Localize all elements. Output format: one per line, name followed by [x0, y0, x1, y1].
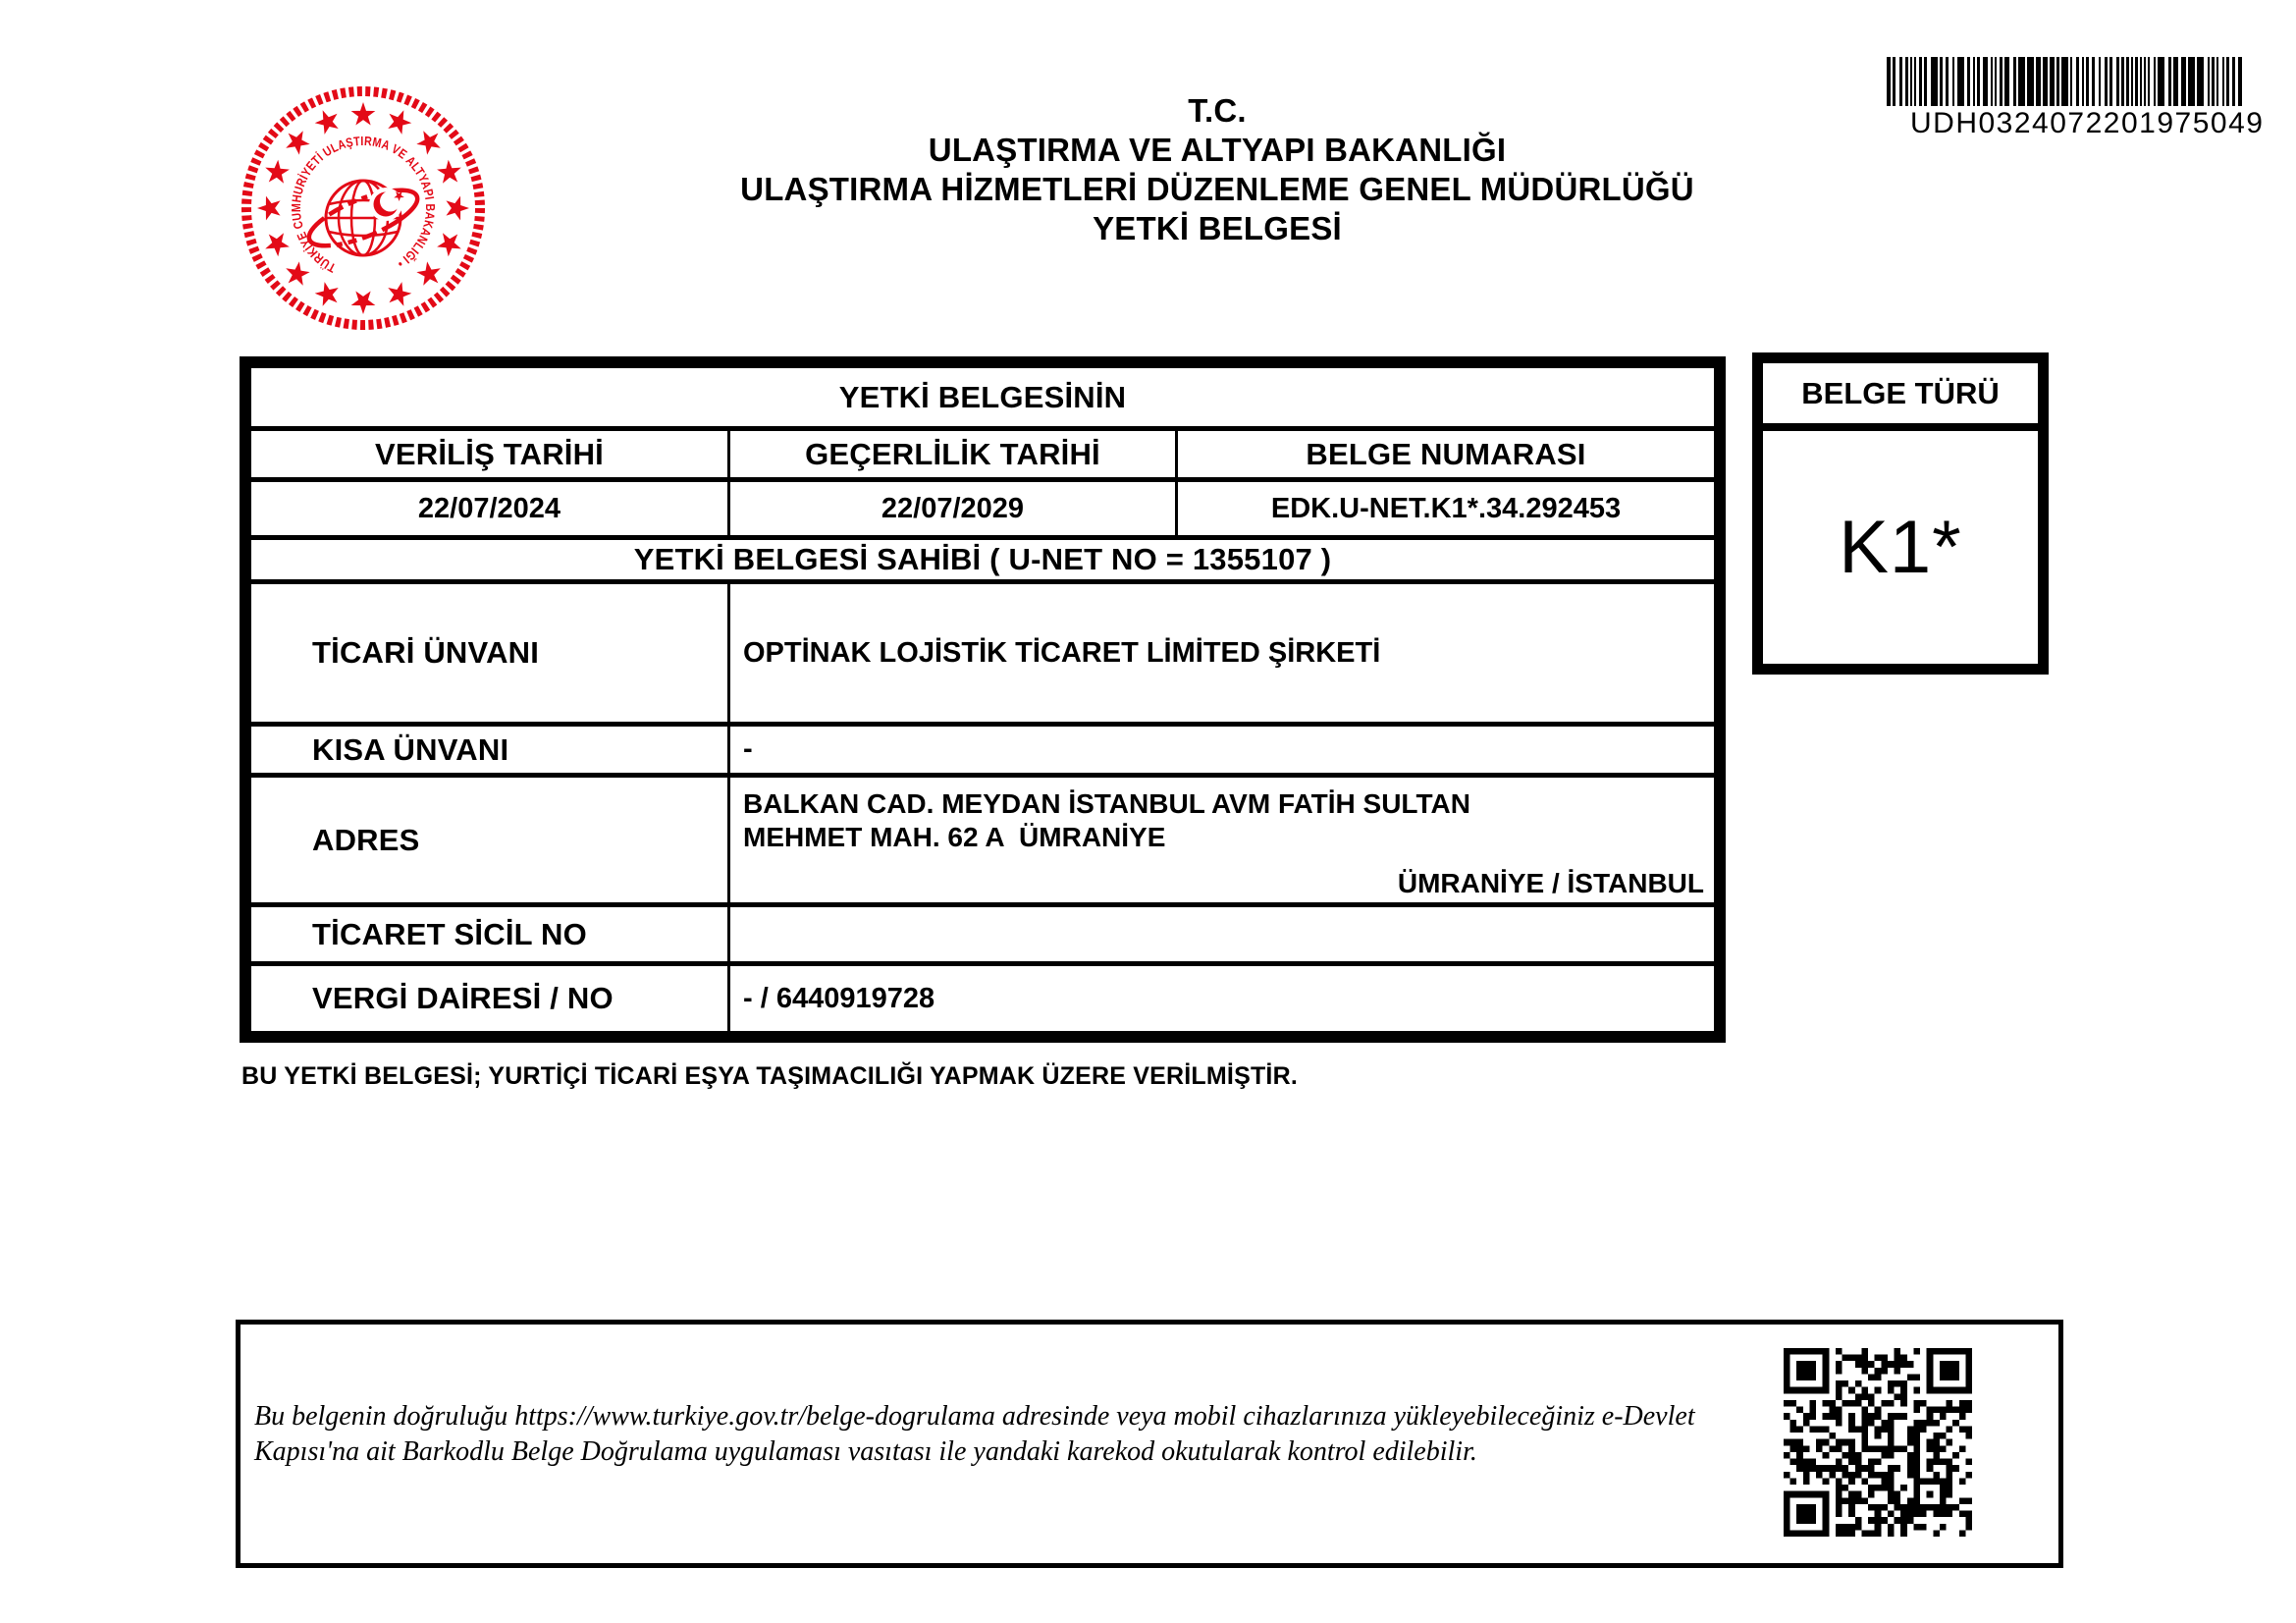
- seal-ring-text: TÜRKİYE CUMHURİYETİ ULAŞTIRMA VE ALTYAPI BAKANLIĞI •: [288, 133, 439, 276]
- col-header-verilis-tarihi: VERİLİŞ TARİHİ: [251, 431, 730, 477]
- section-title-yetki-belgesinin: YETKİ BELGESİNİN: [838, 379, 1127, 414]
- value-gecerlilik-tarihi: 22/07/2029: [730, 482, 1178, 535]
- belge-turu-value: K1*: [1839, 506, 1962, 589]
- ministry-seal-logo: [226, 71, 501, 346]
- col-header-belge-numarasi: BELGE NUMARASI: [1306, 436, 1586, 471]
- value-vergi-dairesi-no: - / 6440919728: [743, 982, 935, 1014]
- certificate-table: [240, 356, 1726, 1043]
- label-vergi-dairesi-no: VERGİ DAİRESİ / NO: [251, 966, 730, 1031]
- seal-rope-ring: [246, 91, 480, 325]
- header-tc: T.C.: [1188, 92, 1247, 129]
- value-adres: [730, 778, 1714, 902]
- verification-box: [236, 1320, 2063, 1568]
- label-ticaret-sicil-no: TİCARET SİCİL NO: [251, 907, 730, 961]
- table-row: [251, 426, 1714, 477]
- barcode-bars: [1887, 57, 2242, 106]
- col-header-gecerlilik-tarihi: GEÇERLİLİK TARİHİ: [730, 431, 1178, 477]
- belge-turu-box: [1752, 352, 2049, 675]
- table-row: [251, 773, 1714, 902]
- table-row: [251, 579, 1714, 722]
- verification-text: Bu belgenin doğruluğu https://www.turkiye.gov.tr/belge-dogrulama adresinde veya mobil cihazlarınıza yükleyebileceğiniz e-Devlet Kapısı'na ait Barkodlu Belge Doğrulama uygulaması vasıtası ile yandaki karekod okutularak kontrol edilebilir.: [254, 1401, 1695, 1467]
- authorization-statement: BU YETKİ BELGESİ; YURTİÇİ TİCARİ EŞYA TAŞIMACILIĞI YAPMAK ÜZERE VERİLMİŞTİR.: [241, 1062, 1298, 1090]
- header-directorate: ULAŞTIRMA HİZMETLERİ DÜZENLEME GENEL MÜDÜRLÜĞÜ: [740, 171, 1694, 207]
- table-row: [251, 902, 1714, 961]
- table-row: [251, 722, 1714, 773]
- label-ticari-unvani: TİCARİ ÜNVANI: [251, 584, 730, 722]
- table-row: [251, 477, 1714, 535]
- adres-district: ÜMRANİYE / İSTANBUL: [1397, 868, 1704, 898]
- value-verilis-tarihi: 22/07/2024: [251, 482, 730, 535]
- table-row: [251, 535, 1714, 579]
- header-doc-type: YETKİ BELGESİ: [1093, 210, 1342, 246]
- table-row: [251, 961, 1714, 1031]
- table-row: [251, 368, 1714, 426]
- value-belge-numarasi: EDK.U-NET.K1*.34.292453: [1270, 492, 1622, 524]
- section-title-belge-sahibi: YETKİ BELGESİ SAHİBİ ( U-NET NO = 1355107 ): [633, 542, 1332, 576]
- barcode: [1887, 57, 2265, 140]
- value-ticari-unvani: OPTİNAK LOJİSTİK TİCARET LİMİTED ŞİRKETİ: [743, 636, 1381, 669]
- value-ticaret-sicil-no: [730, 907, 1714, 961]
- label-kisa-unvani: KISA ÜNVANI: [251, 727, 730, 773]
- seal-crescent-star: [369, 188, 404, 221]
- label-adres: ADRES: [251, 778, 730, 902]
- barcode-number: UDH0324072201975049: [1910, 107, 2265, 139]
- adres-line-2: MEHMET MAH. 62 A ÜMRANİYE: [743, 822, 1166, 852]
- seal-globe: [302, 179, 424, 256]
- header-ministry: ULAŞTIRMA VE ALTYAPI BAKANLIĞI: [928, 132, 1507, 168]
- value-kisa-unvani: -: [743, 733, 753, 765]
- document-header: [530, 91, 1904, 248]
- qr-code: [1784, 1348, 1972, 1537]
- adres-line-1: BALKAN CAD. MEYDAN İSTANBUL AVM FATİH SULTAN: [743, 788, 1470, 819]
- belge-turu-title: BELGE TÜRÜ: [1763, 363, 2038, 431]
